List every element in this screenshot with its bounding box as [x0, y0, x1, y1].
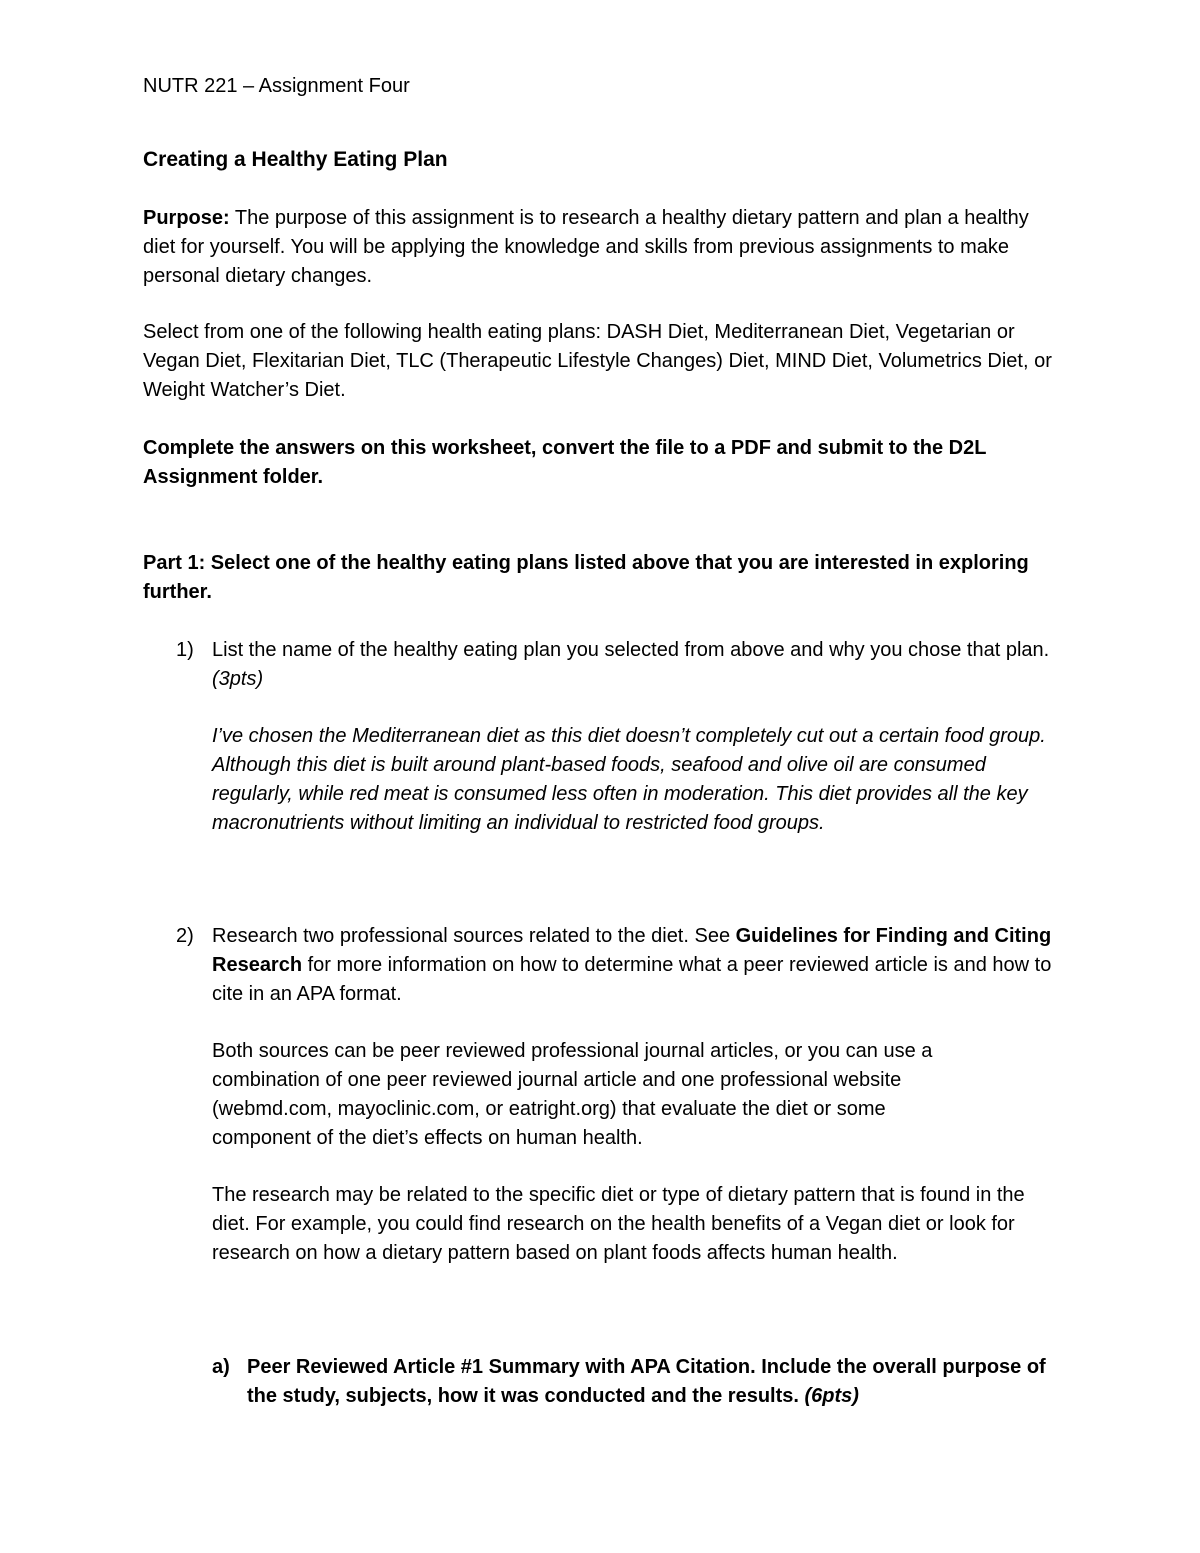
q1-prompt: [212, 636, 1052, 694]
q2a-text: Peer Reviewed Article #1 Summary with APA Citation. Include the overall purpose of the study, subjects, how it was conducted and the results.: [247, 1356, 1046, 1407]
q2a-prompt: [247, 1353, 1057, 1411]
q1-points: (3pts): [212, 668, 264, 690]
q2-prompt: [212, 922, 1052, 1009]
q1-text: List the name of the healthy eating plan you selected from above and why you chose that plan.: [212, 639, 1050, 661]
purpose-label: Purpose:: [143, 207, 230, 229]
document-header: NUTR 221 – Assignment Four: [143, 75, 410, 97]
q2-research-paragraph: The research may be related to the specific diet or type of dietary pattern that is found in the diet. For example, you could find research on the health benefits of a Vegan diet or look for research on how a dietary pattern based on plant foods affects human health.: [212, 1184, 1025, 1264]
q2-text-after: for more information on how to determine what a peer reviewed article is and how to cite in an APA format.: [212, 954, 1052, 1005]
part1-heading: Part 1: Select one of the healthy eating plans listed above that you are interested in exploring further.: [143, 552, 1029, 603]
guidelines-reference: Guidelines for Finding and Citing Research: [212, 925, 1052, 976]
q2a-letter: a): [212, 1356, 230, 1378]
q2-number: 2): [176, 925, 194, 947]
q2-text-before: Research two professional sources related to the diet. See: [212, 925, 736, 947]
submission-instructions: Complete the answers on this worksheet, convert the file to a PDF and submit to the D2L Assignment folder.: [143, 437, 987, 488]
q2-sources-paragraph: Both sources can be peer reviewed professional journal articles, or you can use a combination of one peer reviewed journal article and one professional website (webmd.com, mayoclinic.com, or eatright.org) that evaluate the diet or some component of the diet’s effects on human health.: [212, 1040, 933, 1149]
purpose-text: The purpose of this assignment is to research a healthy dietary pattern and plan a healthy diet for yourself. You will be applying the knowledge and skills from previous assignments to make personal dietary changes.: [143, 207, 1029, 287]
q1-answer: I’ve chosen the Mediterranean diet as this diet doesn’t completely cut out a certain food group. Although this diet is built around plant-based foods, seafood and olive oil are consumed regularly, while red meat is consumed less often in moderation. This diet provides all the key macronutrients without limiting an individual to restricted food groups.: [212, 725, 1046, 834]
q2a-points: (6pts): [804, 1385, 859, 1407]
select-plans-paragraph: Select from one of the following health eating plans: DASH Diet, Mediterranean Diet, Vegetarian or Vegan Diet, Flexitarian Diet, TLC (Therapeutic Lifestyle Changes) Diet, MIND Diet, Volumetrics Diet, or Weight Watcher’s Diet.: [143, 321, 1052, 401]
q1-number: 1): [176, 639, 194, 661]
document-title: Creating a Healthy Eating Plan: [143, 148, 448, 171]
purpose-paragraph: [143, 204, 1058, 291]
